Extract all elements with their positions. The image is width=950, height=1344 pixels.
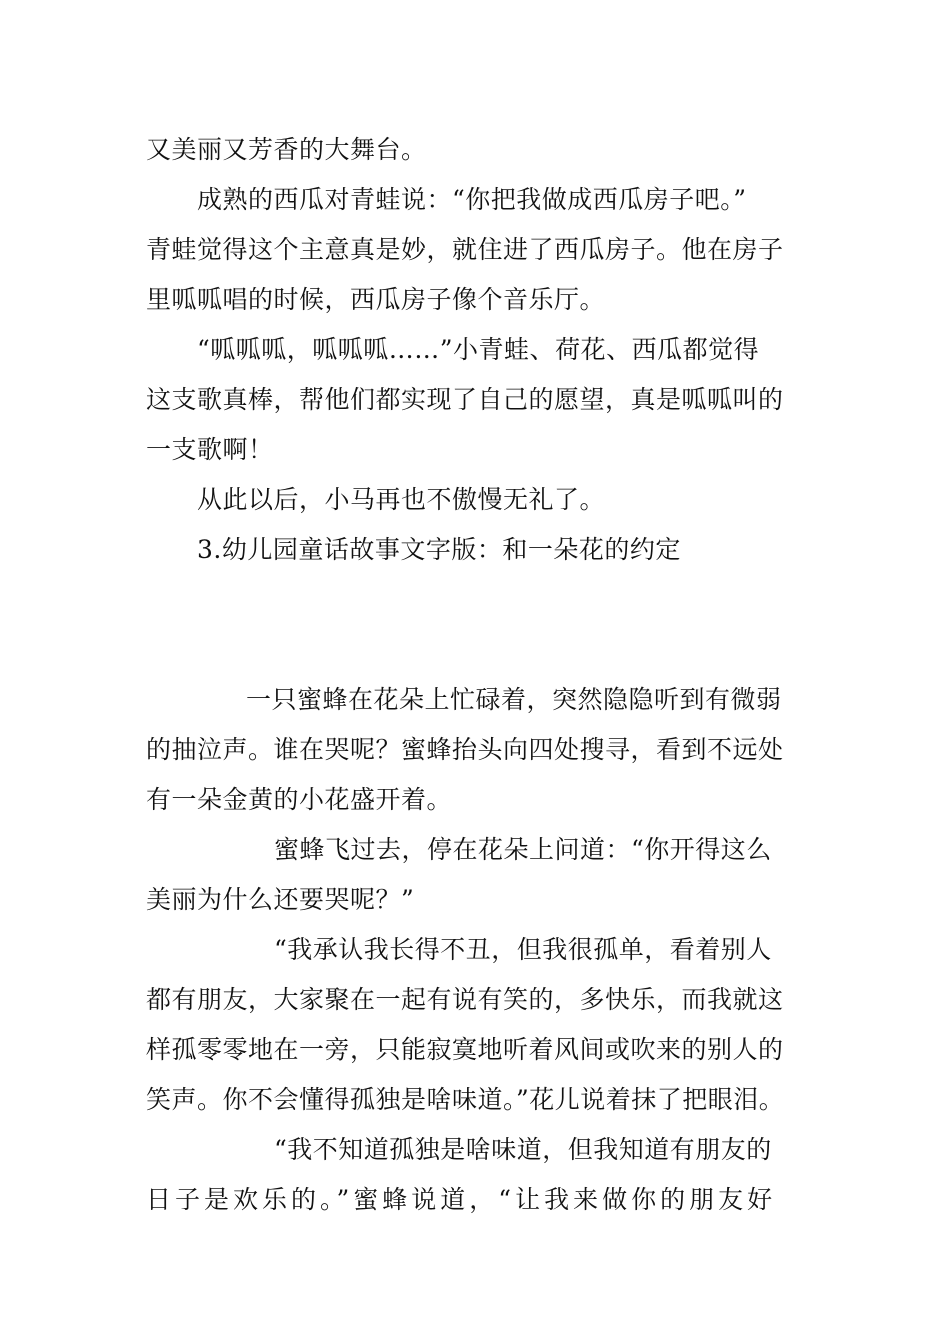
- text-line: 笑声。你不会懂得孤独是啥味道。”花儿说着抹了把眼泪。: [146, 1085, 785, 1114]
- text-line: 有一朵金黄的小花盛开着。: [146, 785, 453, 814]
- text-line: 里呱呱唱的时候，西瓜房子像个音乐厅。: [146, 285, 606, 314]
- text-line: “我承认我长得不丑，但我很孤单，看着别人: [274, 935, 772, 964]
- text-line: 一支歌啊！: [146, 435, 274, 464]
- text-line: 一只蜜蜂在花朵上忙碌着，突然隐隐听到有微弱: [246, 685, 782, 714]
- text-line: 从此以后，小马再也不傲慢无礼了。: [197, 485, 606, 514]
- text-line: 的抽泣声。谁在哭呢？蜜蜂抬头向四处搜寻，看到不远处: [146, 735, 784, 764]
- text-line: 都有朋友，大家聚在一起有说有笑的，多快乐，而我就这: [146, 985, 784, 1014]
- section-heading: 3.幼儿园童话故事文字版：和一朵花的约定: [197, 535, 681, 564]
- text-line: 又美丽又芳香的大舞台。: [146, 135, 427, 164]
- text-line: 成熟的西瓜对青蛙说：“你把我做成西瓜房子吧。”: [197, 185, 747, 214]
- text-line: “呱呱呱，呱呱呱……”小青蛙、荷花、西瓜都觉得: [197, 335, 760, 364]
- text-line: 样孤零零地在一旁，只能寂寞地听着风间或吹来的别人的: [146, 1035, 784, 1064]
- text-line: 青蛙觉得这个主意真是妙，就住进了西瓜房子。他在房子: [146, 235, 784, 264]
- text-line: “我不知道孤独是啥味道，但我知道有朋友的: [274, 1135, 772, 1164]
- text-line: 蜜蜂飞过去，停在花朵上问道：“你开得这么: [274, 835, 772, 864]
- text-line: 日子是欢乐的。”蜜蜂说道，“让我来做你的朋友好: [146, 1185, 777, 1214]
- text-line: 美丽为什么还要哭呢？”: [146, 885, 415, 914]
- text-line: 这支歌真棒，帮他们都实现了自己的愿望，真是呱呱叫的: [146, 385, 784, 414]
